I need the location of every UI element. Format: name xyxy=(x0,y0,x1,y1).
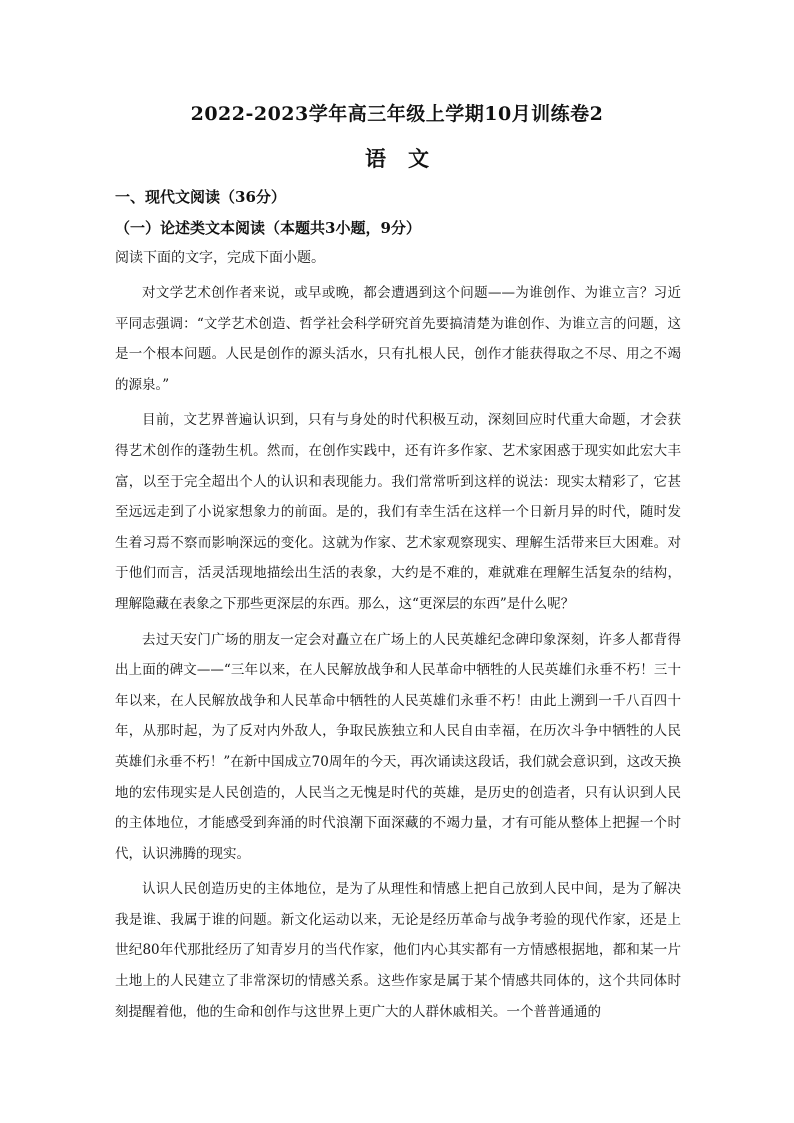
section-heading: 一、现代文阅读（36分） xyxy=(115,188,286,206)
reading-instruction: 阅读下面的文字，完成下面小题。 xyxy=(115,250,325,266)
exam-title: 2022-2023学年高三年级上学期10月训练卷2 xyxy=(190,103,604,125)
passage-paragraph: 对文学艺术创作者来说，或早或晚，都会遭遇到这个问题——为谁创作、为谁立言？习近平同志强调：“文学艺术创造、哲学社会科学研究首先要搞清楚为谁创作、为谁立言的问题，这是一个根本问题。人民是创作的源头活水，只有扎根人民，创作才能获得取之不尽、用之不竭的源泉。” xyxy=(115,285,681,393)
passage-paragraph: 认识人民创造历史的主体地位，是为了从理性和情感上把自己放到人民中间，是为了解决我是谁、我属于谁的问题。新文化运动以来，无论是经历革命与战争考验的现代作家，还是上世纪80年代那批经历了知青岁月的当代作家，他们内心其实都有一方情感根据地，都和某一片土地上的人民建立了非常深切的情感关系。这些作家是属于某个情感共同体的，这个共同体时刻提醒着他，他的生命和创作与这世界上更广大的人群休戚相关。一个普普通通的 xyxy=(115,881,681,1020)
subsection-heading: （一）论述类文本阅读（本题共3小题，9分） xyxy=(115,219,421,237)
reading-passage xyxy=(115,278,681,1032)
passage-paragraph: 目前，文艺界普遍认识到，只有与身处的时代积极互动，深刻回应时代重大命题，才会获得艺术创作的蓬勃生机。然而，在创作实践中，还有许多作家、艺术家困惑于现实如此宏大丰富，以至于完全超出个人的认识和表现能力。我们常常听到这样的说法：现实太精彩了，它甚至远远走到了小说家想象力的前面。是的，我们有幸生活在这样一个日新月异的时代，随时发生着习焉不察而影响深远的变化。这就为作家、艺术家观察现实、理解生活带来巨大困难。对于他们而言，活灵活现地描绘出生活的表象，大约是不难的，难就难在理解生活复杂的结构，理解隐藏在表象之下那些更深层的东西。那么，这“更深层的东西”是什么呢？ xyxy=(115,412,681,612)
subject-title: 语文 xyxy=(365,146,451,171)
passage-paragraph: 去过天安门广场的朋友一定会对矗立在广场上的人民英雄纪念碑印象深刻，许多人都背得出上面的碑文——“三年以来，在人民解放战争和人民革命中牺牲的人民英雄们永垂不朽！三十年以来，在人民解放战争和人民革命中牺牲的人民英雄们永垂不朽！由此上溯到一千八百四十年，从那时起，为了反对内外敌人，争取民族独立和人民自由幸福，在历次斗争中牺牲的人民英雄们永垂不朽！”在新中国成立70周年的今天，再次诵读这段话，我们就会意识到，这改天换地的宏伟现实是人民创造的，人民当之无愧是时代的英雄，是历史的创造者，只有认识到人民的主体地位，才能感受到奔涌的时代浪潮下面深藏的不竭力量，才有可能从整体上把握一个时代，认识沸腾的现实。 xyxy=(115,631,681,862)
